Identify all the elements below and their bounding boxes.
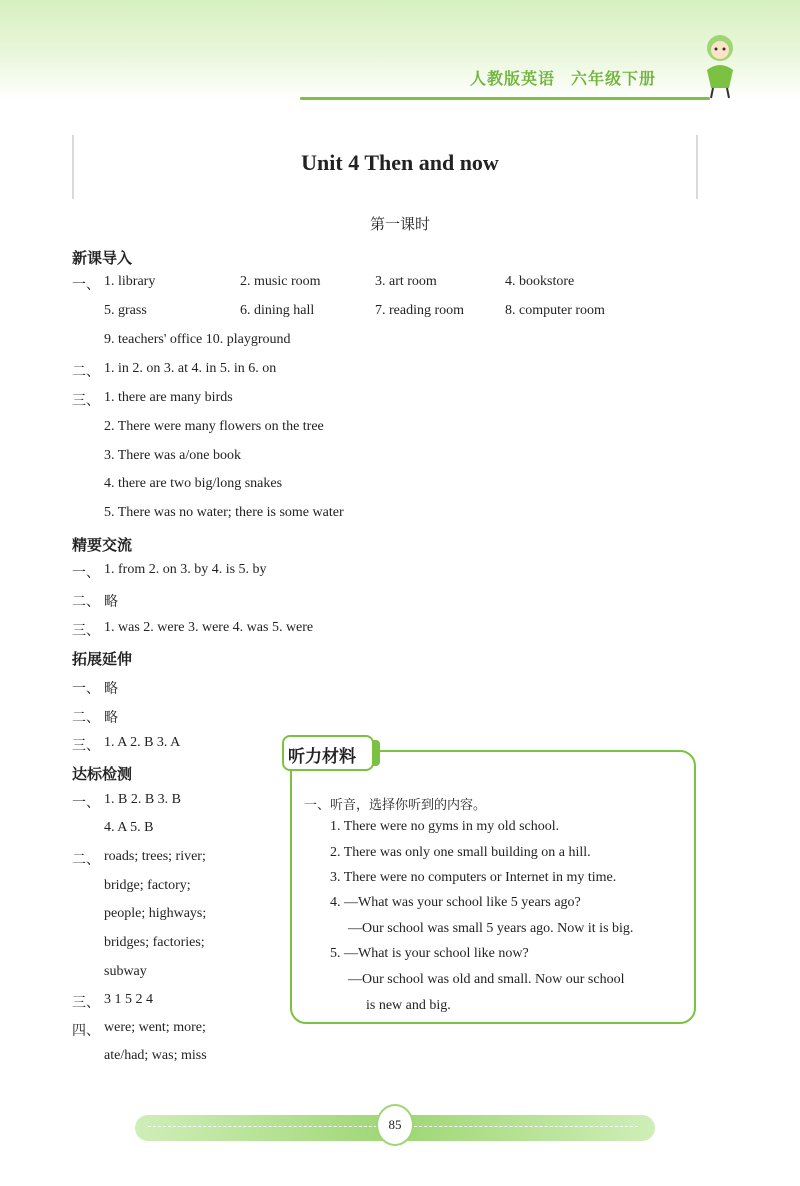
answer: 略 — [104, 682, 118, 697]
item-marker: 二、 — [72, 853, 100, 868]
answer: 5. There was no water; there is some water — [104, 505, 344, 520]
answer: people; highways; — [104, 906, 207, 921]
answer: 7. reading room — [375, 303, 465, 318]
answer: bridge; factory; — [104, 878, 191, 893]
answer: 1. in 2. on 3. at 4. in 5. in 6. on — [104, 361, 277, 376]
answer: 1. A 2. B 3. A — [104, 735, 181, 750]
item-marker: 三、 — [72, 739, 100, 754]
listening-line: 1. There were no gyms in my old school. — [330, 819, 560, 834]
answer: roads; trees; river; — [104, 849, 206, 864]
listening-intro: 一、听音，选择你听到的内容。 — [304, 798, 487, 813]
section-heading: 拓展延伸 — [72, 650, 133, 668]
header-band — [0, 0, 800, 100]
answer: 4. bookstore — [505, 274, 575, 289]
answer: bridges; factories; — [104, 935, 205, 950]
answer: 略 — [104, 595, 118, 610]
item-marker: 一、 — [72, 682, 100, 697]
publisher-label: 人教版英语 — [470, 69, 556, 88]
answer: 2. music room — [240, 274, 321, 289]
section-heading: 精要交流 — [72, 536, 133, 554]
answer: 1. there are many birds — [104, 390, 233, 405]
answer: 3. art room — [375, 274, 437, 289]
answer: 4. there are two big/long snakes — [104, 476, 283, 491]
answer: 6. dining hall — [240, 303, 315, 318]
item-marker: 三、 — [72, 394, 100, 409]
answer: 3. There was a/one book — [104, 448, 241, 463]
answer: were; went; more; — [104, 1020, 206, 1035]
grade-label: 六年级下册 — [571, 69, 657, 88]
lesson-title: 第一课时 — [369, 215, 430, 233]
answer: 1. was 2. were 3. were 4. was 5. were — [104, 620, 314, 635]
header-divider — [300, 97, 710, 100]
unit-title: Unit 4 Then and now — [301, 150, 499, 175]
item-marker: 一、 — [72, 796, 100, 811]
book-header — [470, 66, 656, 89]
mascot-icon — [695, 30, 745, 100]
listening-label: 听力材料 — [288, 747, 356, 767]
answer: 5. grass — [104, 303, 147, 318]
answer: 略 — [104, 711, 118, 726]
page-number: 85 — [388, 1117, 402, 1132]
section-heading: 达标检测 — [72, 765, 133, 783]
item-marker: 一、 — [72, 278, 100, 293]
answer: 8. computer room — [505, 303, 605, 318]
answer: 1. library — [104, 274, 156, 289]
listening-line: 5. —What is your school like now? — [330, 946, 529, 961]
listening-line: 4. —What was your school like 5 years ago? — [330, 895, 581, 910]
answer: subway — [104, 964, 147, 979]
item-marker: 一、 — [72, 566, 100, 581]
listening-line: 2. There was only one small building on a hill. — [330, 845, 591, 860]
listening-line: —Our school was small 5 years ago. Now it is big. — [348, 921, 634, 936]
section-heading: 新课导入 — [72, 249, 133, 267]
item-marker: 二、 — [72, 711, 100, 726]
item-marker: 三、 — [72, 996, 100, 1011]
item-marker: 二、 — [72, 365, 100, 380]
answer: ate/had; was; miss — [104, 1048, 207, 1063]
answer: 3 1 5 2 4 — [104, 992, 153, 1007]
item-marker: 二、 — [72, 595, 100, 610]
answer: 9. teachers' office 10. playground — [104, 332, 291, 347]
listening-line: 3. There were no computers or Internet in my time. — [330, 870, 617, 885]
tab-notch — [372, 740, 380, 766]
listening-line: is new and big. — [366, 998, 451, 1013]
answer: 4. A 5. B — [104, 820, 154, 835]
item-marker: 三、 — [72, 624, 100, 639]
answer: 2. There were many flowers on the tree — [104, 419, 324, 434]
listening-line: —Our school was old and small. Now our school — [348, 972, 625, 987]
answer: 1. from 2. on 3. by 4. is 5. by — [104, 562, 267, 577]
item-marker: 四、 — [72, 1024, 100, 1039]
answer: 1. B 2. B 3. B — [104, 792, 182, 807]
